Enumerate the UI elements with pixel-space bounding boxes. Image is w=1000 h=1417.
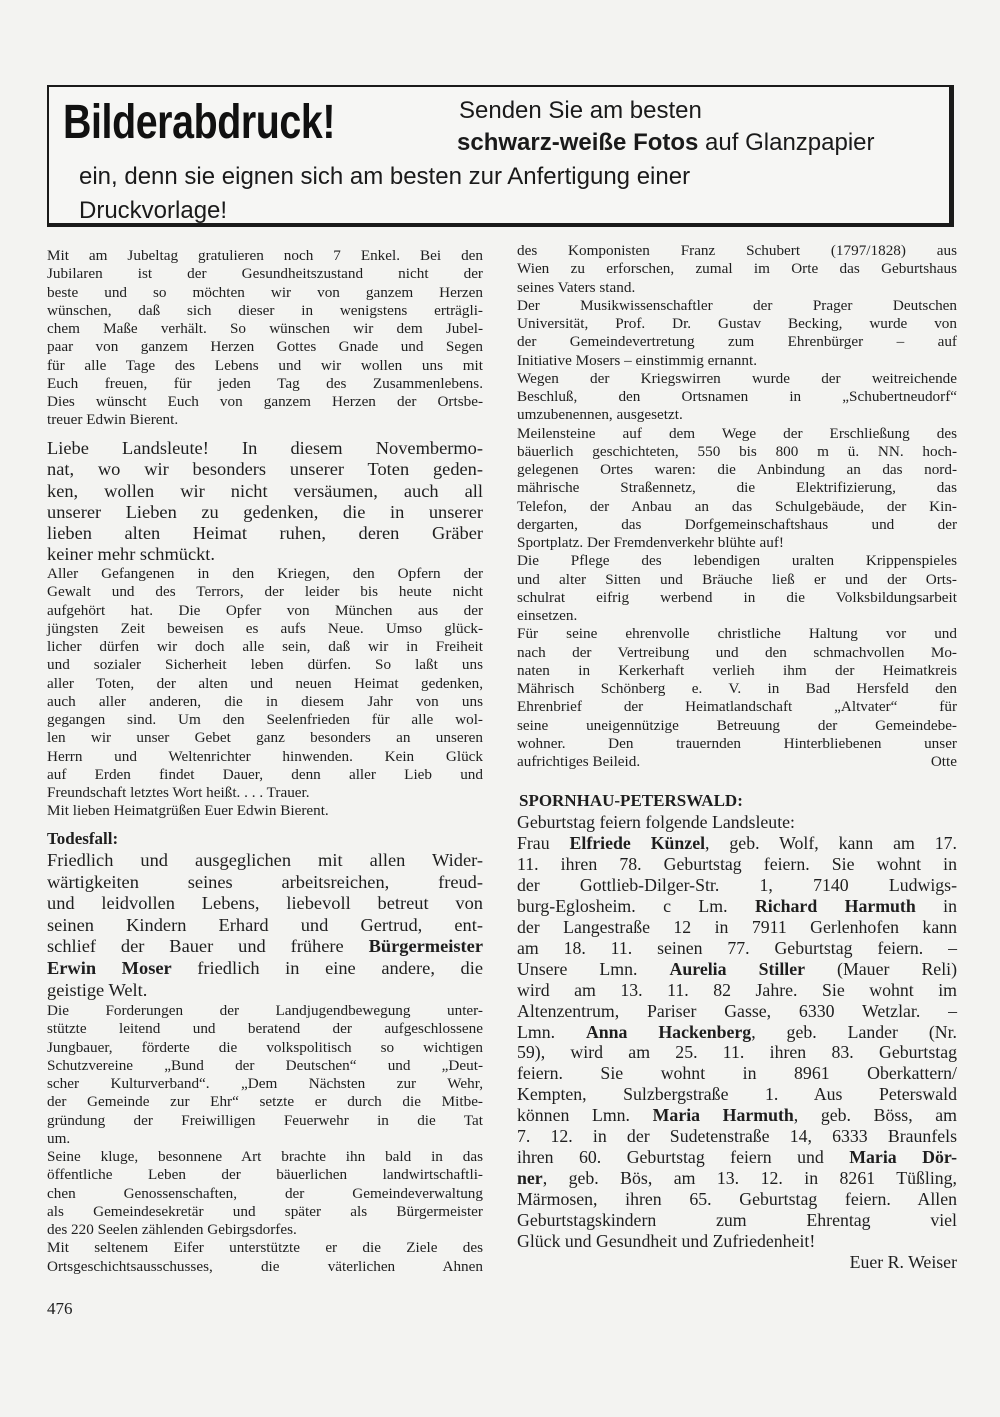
text-line: nat, wo wir besonders unserer Toten geden- bbox=[47, 459, 483, 480]
text-line: 11. ihren 78. Geburtstag feiern. Sie wohnt in bbox=[517, 853, 957, 874]
text-line: seine uneigennützige Betreuung der Gemeindebe- bbox=[517, 716, 957, 734]
text-line: und leidvollen Lebens, liebevoll betreut von bbox=[47, 893, 483, 914]
text-line bbox=[517, 896, 957, 917]
text-line: 59), wird am 25. 11. ihren 83. Geburtstag bbox=[517, 1042, 957, 1063]
left-memorial-intro bbox=[47, 438, 483, 566]
notice-line-2-rest: auf Glanzpapier bbox=[698, 129, 875, 156]
text-line: Mit am Jubeltag gratulieren noch 7 Enkel. Bei den bbox=[47, 247, 483, 264]
bold-name: Erwin Moser bbox=[47, 957, 172, 978]
text-line: seinen Kindern Erhard und Gertrud, ent- bbox=[47, 914, 483, 935]
text-line: Für seine ehrenvolle christliche Haltung vor und bbox=[517, 625, 957, 643]
text-line: Freundschaft letztes Wort heißt. . . . Trauer. bbox=[47, 784, 310, 801]
text-line: um. bbox=[47, 1129, 71, 1147]
text-line: mährische Straßennetz, die Elektrifizierung, das bbox=[517, 479, 957, 497]
notice-line-4: Druckvorlage! bbox=[79, 197, 228, 224]
line-segment: (Mauer Reli) bbox=[804, 958, 958, 979]
section-heading-spornhau: SPORNHAU-PETERSWALD: bbox=[519, 791, 743, 810]
text-line: bäuerlich geschichteten, 550 bis 800 m ü. NN. hoch- bbox=[517, 442, 957, 460]
text-line: Glück und Gesundheit und Zufriedenheit! bbox=[517, 1231, 816, 1252]
text-line: am 18. 11. seinen 77. Geburtstag feiern. – bbox=[517, 937, 957, 958]
text-line: Ortsgeschichtsausschusses, die väterlichen Ahnen bbox=[47, 1257, 483, 1275]
text-line: der Langestraße 12 in 7911 Gerlenhofen kann bbox=[517, 916, 957, 937]
text-line: Mährisch Schönberg e. V. in Bad Hersfeld den bbox=[517, 680, 957, 697]
text-line: auch aller anderen, die in diesem Jahr von uns bbox=[47, 692, 483, 710]
text-line: Geburtstag feiern folgende Landsleute: bbox=[517, 812, 795, 832]
line-segment: Frau bbox=[517, 832, 570, 853]
text-line: feiern. Sie wohnt in 8961 Oberkattern/ bbox=[517, 1063, 957, 1084]
text-line: 7. 12. in der Sudetenstraße 14, 6333 Braunfels bbox=[517, 1126, 957, 1147]
text-line: des Komponisten Franz Schubert (1797/1828) aus bbox=[517, 242, 957, 259]
notice-line-3: ein, denn sie eignen sich am besten zur Anfertigung einer bbox=[79, 163, 691, 190]
line-segment: in bbox=[915, 895, 957, 916]
text-line: gelegenen Ortes waren: die Anbindung an das nord- bbox=[517, 461, 957, 478]
notice-line-1: Senden Sie am besten bbox=[459, 97, 702, 124]
text-line: wohner. Den trauernden Hinterbliebenen unser bbox=[517, 734, 957, 752]
text-line: Initiative Mosers – einstimmig ernannt. bbox=[517, 351, 758, 369]
text-line: wird am 13. 11. 82 Jahre. Sie wohnt im bbox=[517, 979, 957, 1000]
text-line: treuer Edwin Bierent. bbox=[47, 411, 179, 429]
notice-title: Bilderabdruck! bbox=[63, 96, 336, 149]
text-line: der Gemeindevertretung zum Ehrenbürger – auf bbox=[517, 333, 957, 351]
photo-notice-box bbox=[47, 85, 954, 227]
bold-name: Bürgermeister bbox=[368, 936, 483, 957]
text-line: unserer Lieben zu gedenken, die in unserer bbox=[47, 501, 483, 522]
text-line: gründung der Freiwilligen Feuerwehr in die Tat bbox=[47, 1111, 483, 1129]
text-line: schulrat eifrig werbend in die Volksbildungsarbeit bbox=[517, 588, 957, 606]
line-segment: Unsere Lmn. bbox=[517, 958, 670, 979]
text-line: Mit seltenem Eifer unterstützte er die Ziele des bbox=[47, 1239, 483, 1257]
text-line: wärtigkeiten seines arbeitsreichen, freud- bbox=[47, 871, 483, 892]
text-line: Märmosen, ihren 65. Geburtstag feiern. Allen bbox=[517, 1189, 957, 1210]
right-birthday-text bbox=[517, 812, 957, 1273]
text-line: für alle Tage des Lebens und wir wollen uns mit bbox=[47, 356, 483, 374]
text-line: und alter Sitten und Bräuche ließ er und der Orts- bbox=[517, 570, 957, 588]
text-line: seines Vaters stand. bbox=[517, 278, 636, 296]
bold-name: ner bbox=[517, 1168, 543, 1189]
text-line bbox=[517, 833, 957, 854]
text-line: Seine kluge, besonnene Art brachte ihn bald in das bbox=[47, 1148, 483, 1165]
line-segment: schlief der Bauer und frühere bbox=[47, 936, 369, 957]
text-line: ken, wollen wir nicht versäumen, auch all bbox=[47, 480, 483, 501]
text-line: nach der Vertreibung und den schmachvollen Mo- bbox=[517, 643, 957, 661]
text-line: auf Erden findet Dauer, denn aller Lieb und bbox=[47, 765, 483, 783]
left-jubilee-text bbox=[47, 247, 483, 430]
text-line: als Gemeindesekretär und später als Bürgermeister bbox=[47, 1202, 483, 1220]
text-line: öffentliche Leben der bäuerlichen landwirtschaftli- bbox=[47, 1166, 483, 1184]
text-line bbox=[517, 1105, 957, 1126]
text-line: stützte leitend und beratend der aufgeschlossene bbox=[47, 1020, 483, 1038]
text-line: Telefon, der Anbau an das Schulgebäude, der Kin- bbox=[517, 497, 957, 515]
bold-name: Anna Hackenberg bbox=[585, 1021, 752, 1042]
author-signature: Euer R. Weiser bbox=[849, 1252, 957, 1273]
text-line: Jubilaren ist der Gesundheitszustand nicht der bbox=[47, 265, 483, 283]
text-line: Herrn und Weltenrichter hinwenden. Kein Glück bbox=[47, 747, 483, 765]
text-line: gegangen sind. Um den Seelenfrieden für alle wol- bbox=[47, 711, 483, 728]
text-line: der Gemeinde zur Ehr“ setzte er durch die Mitbe- bbox=[47, 1093, 483, 1111]
line-segment: , geb. Böss, am bbox=[793, 1105, 958, 1126]
line-segment: , geb. Lander (Nr. bbox=[751, 1021, 957, 1042]
text-line: aller Toten, der alten und neuen Heimat gedenken, bbox=[47, 674, 483, 692]
line-segment: , geb. Wolf, kann am 17. bbox=[705, 832, 957, 853]
text-line: lieben alten Heimat ruhen, deren Gräber bbox=[47, 523, 483, 544]
line-text: aufrichtiges Beileid. bbox=[517, 753, 641, 770]
text-line: geistige Welt. bbox=[47, 979, 148, 1000]
bold-name: Aurelia Stiller bbox=[669, 958, 805, 979]
author-signature: Otte bbox=[930, 753, 957, 770]
text-line: Geburtstagskindern zum Ehrentag viel bbox=[517, 1210, 957, 1231]
text-line: Friedlich und ausgeglichen mit allen Wider- bbox=[47, 850, 483, 870]
text-line: Universität, Prof. Dr. Gustav Becking, wurde von bbox=[517, 315, 957, 332]
text-line: Euch freuen, für jeden Tag des Zusammenlebens. bbox=[47, 374, 483, 392]
text-line: Beschluß, den Ortsnamen in „Schubertneudorf“ bbox=[517, 388, 957, 405]
text-line: beste und so möchten wir von ganzem Herzen bbox=[47, 283, 483, 301]
text-line bbox=[517, 959, 957, 980]
line-segment: ihren 60. Geburtstag feiern und bbox=[517, 1147, 850, 1168]
text-line: umzubenennen, ausgesetzt. bbox=[517, 406, 683, 424]
text-line bbox=[517, 1168, 957, 1189]
text-line: Der Musikwissenschaftler der Prager Deutschen bbox=[517, 296, 957, 314]
text-line: licher dürfen wir doch alle sein, daß wir in Freiheit bbox=[47, 638, 483, 655]
text-line: Meilensteine auf dem Wege der Erschließung des bbox=[517, 424, 957, 442]
text-line: Aller Gefangenen in den Kriegen, den Opfern der bbox=[47, 565, 483, 582]
line-segment: können Lmn. bbox=[517, 1105, 653, 1126]
text-line: wünschen, daß sich dieser in wenigstens erträgli- bbox=[47, 301, 483, 319]
text-line: naten in Kerkerhaft verlieh ihm der Heimatkreis bbox=[517, 661, 957, 679]
line-segment: , geb. Bös, am 13. 12. in 8261 Tüßling, bbox=[542, 1168, 957, 1189]
notice-bold-text: schwarz-weiße Fotos bbox=[457, 129, 699, 156]
text-line: Wegen der Kriegswirren wurde der weitreichende bbox=[517, 369, 957, 387]
line-segment: burg-Eglosheim. c Lm. bbox=[517, 895, 755, 916]
text-line: len wir unser Gebet ganz besonders an unseren bbox=[47, 729, 483, 747]
text-line: der Gottlieb-Dilger-Str. 1, 7140 Ludwigs- bbox=[517, 874, 957, 895]
text-line: und sozialer Sicherheit leben dürfen. So laßt uns bbox=[47, 656, 483, 674]
text-line bbox=[47, 936, 483, 958]
text-line: chem Maße verhält. So wünschen wir dem Jubel- bbox=[47, 320, 483, 337]
text-line: Die Forderungen der Landjugendbewegung unter- bbox=[47, 1002, 483, 1019]
text-line: Jungbauer, förderte die volkspolitisch so wichtigen bbox=[47, 1038, 483, 1056]
text-line: Ehrenbrief der Heimatlandschaft „Altvater“ für bbox=[517, 698, 957, 716]
todesfall-heading: Todesfall: bbox=[47, 829, 119, 848]
text-line bbox=[47, 958, 483, 980]
text-line bbox=[517, 1022, 957, 1043]
text-line: Kempten, Sulzbergstraße 1. Aus Peterswald bbox=[517, 1084, 957, 1105]
bold-name: Elfriede Künzel bbox=[569, 832, 706, 853]
text-line: Schutzvereine „Bund der Deutschen“ und „Deut- bbox=[47, 1056, 483, 1074]
text-line: Die Pflege des lebendigen uralten Krippenspieles bbox=[517, 552, 957, 570]
text-line bbox=[517, 753, 957, 771]
text-line: keiner mehr schmückt. bbox=[47, 544, 216, 565]
right-obituary-text bbox=[517, 242, 957, 771]
bold-name: Richard Harmuth bbox=[754, 895, 916, 916]
text-line: des 220 Seelen zählenden Gebirgsdorfes. bbox=[47, 1221, 297, 1238]
text-line: chen Genossenschaften, der Gemeindeverwaltung bbox=[47, 1184, 483, 1202]
line-segment: Lmn. bbox=[517, 1021, 586, 1042]
text-line: aufgehört hat. Die Opfer von München aus der bbox=[47, 601, 483, 619]
left-obituary-text bbox=[47, 1002, 483, 1276]
line-segment: friedlich in eine andere, die bbox=[171, 957, 483, 978]
text-line: paar von ganzem Herzen Gottes Gnade und Segen bbox=[47, 338, 483, 356]
text-line: jüngsten Zeit beweisen es aufs Neue. Umso glück- bbox=[47, 619, 483, 637]
notice-line-2 bbox=[457, 129, 875, 157]
text-line bbox=[517, 1147, 957, 1168]
text-line: Altenzentrum, Pariser Gasse, 6330 Wetzlar. – bbox=[517, 1000, 957, 1021]
text-line: Sportplatz. Der Fremdenverkehr blühte auf! bbox=[517, 534, 784, 551]
text-line: Gewalt und des Terrors, der leider bis heute nicht bbox=[47, 583, 483, 601]
left-memorial-text bbox=[47, 565, 483, 821]
bold-name: Maria Harmuth bbox=[652, 1105, 794, 1126]
text-line: dergarten, das Dorfgemeinschaftshaus und der bbox=[517, 515, 957, 533]
text-line: Mit lieben Heimatgrüßen Euer Edwin Bierent. bbox=[47, 802, 329, 820]
left-obituary-intro bbox=[47, 850, 483, 1001]
text-line: Liebe Landsleute! In diesem Novembermo- bbox=[47, 438, 483, 458]
text-line: Wien zu erforschen, zumal im Orte das Geburtshaus bbox=[517, 260, 957, 278]
text-line: einsetzen. bbox=[517, 607, 578, 624]
bold-name: Maria Dör- bbox=[849, 1147, 957, 1168]
page-number: 476 bbox=[47, 1299, 73, 1318]
text-line: Dies wünscht Euch von ganzem Herzen der Ortsbe- bbox=[47, 393, 483, 410]
text-line: scher Kulturverband“. „Dem Nächsten zur Wehr, bbox=[47, 1075, 483, 1092]
